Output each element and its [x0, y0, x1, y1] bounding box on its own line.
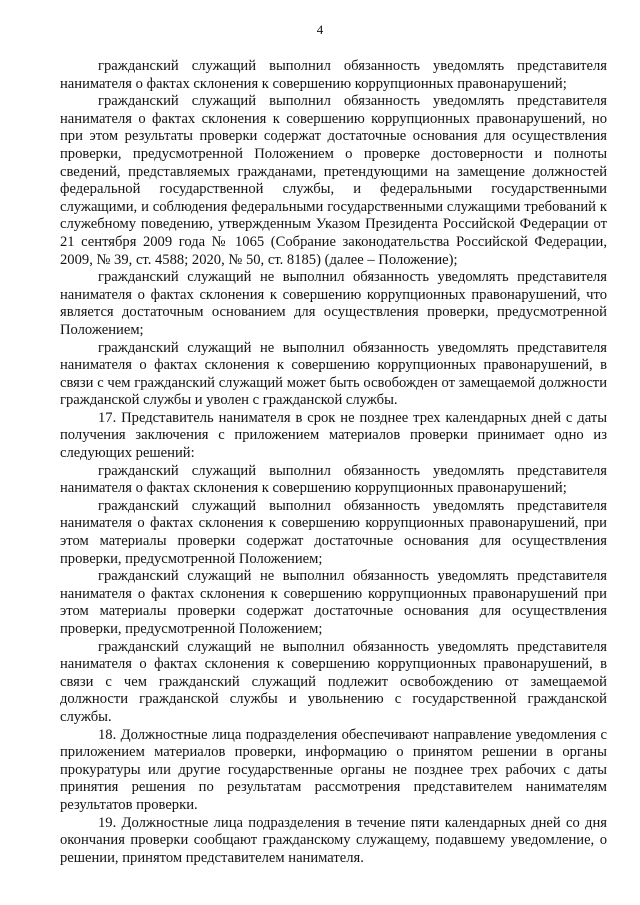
- page-number: 4: [316, 22, 324, 37]
- paragraph-item-18: 18. Должностные лица подразделения обеспечивают направление уведомления с приложением материалов проверки, информацию о принятом решении в органы прокуратуры или другие государственные органы не позднее трех рабочих с даты принятия решения по результатам рассмотрения представителем нанимателям результатов проверки.: [60, 726, 607, 813]
- paragraph-item-19: 19. Должностные лица подразделения в течение пяти календарных дней со дня окончания проверки сообщают гражданскому служащему, подавшему уведомление, о решении, принятом представителем нанимателя.: [60, 814, 607, 866]
- paragraph: гражданский служащий выполнил обязанность уведомлять представителя нанимателя о фактах склонения к совершению коррупционных правонарушений, при этом материалы проверки содержат достаточные основания для осуществления проверки, предусмотренной Положением;: [60, 497, 607, 567]
- document-body: [60, 58, 607, 867]
- paragraph: гражданский служащий не выполнил обязанность уведомлять представителя нанимателя о фактах склонения к совершению коррупционных правонарушений, в связи с чем гражданский служащий подлежит освобождению от замещаемой должности гражданской службы и увольнению с государственной гражданской службы.: [60, 638, 607, 725]
- paragraph: гражданский служащий не выполнил обязанность уведомлять представителя нанимателя о фактах склонения к совершению коррупционных правонарушений при этом материалы проверки содержат достаточные основания для осуществления проверки, предусмотренной Положением;: [60, 568, 607, 637]
- paragraph: гражданский служащий выполнил обязанность уведомлять представителя нанимателя о фактах склонения к совершению коррупционных правонарушений;: [60, 462, 607, 497]
- paragraph: гражданский служащий выполнил обязанность уведомлять представителя нанимателя о фактах склонения к совершению коррупционных правонарушений;: [60, 58, 607, 92]
- paragraph-item-17: 17. Представитель нанимателя в срок не позднее трех календарных дней с даты получения заключения с приложением материалов проверки принимает одно из следующих решений:: [60, 409, 607, 462]
- paragraph: гражданский служащий выполнил обязанность уведомлять представителя нанимателя о фактах склонения к совершению коррупционных правонарушений, но при этом результаты проверки содержат достаточные основания для осуществления проверки, предусмотренной Положением о проверке достоверности и полноты сведений, представляемых гражданами, претендующими на замещение должностей федеральной государственной службы, и федеральными государственными служащими, и соблюдения федеральными государственными служащими требований к служебному поведению, утвержденным Указом Президента Российской Федерации от 21 сентября 2009 года № 1065 (Собрание законодательства Российской Федерации, 2009, № 39, ст. 4588; 2020, № 50, ст. 8185) (далее – Положение);: [60, 93, 607, 268]
- paragraph: гражданский служащий не выполнил обязанность уведомлять представителя нанимателя о фактах склонения к совершению коррупционных правонарушений, в связи с чем гражданский служащий может быть освобожден от замещаемой должности гражданской службы и уволен с гражданской службы.: [60, 339, 607, 409]
- paragraph: гражданский служащий не выполнил обязанность уведомлять представителя нанимателя о фактах склонения к совершению коррупционных правонарушений, что является достаточным основанием для осуществления проверки, предусмотренной Положением;: [60, 269, 607, 338]
